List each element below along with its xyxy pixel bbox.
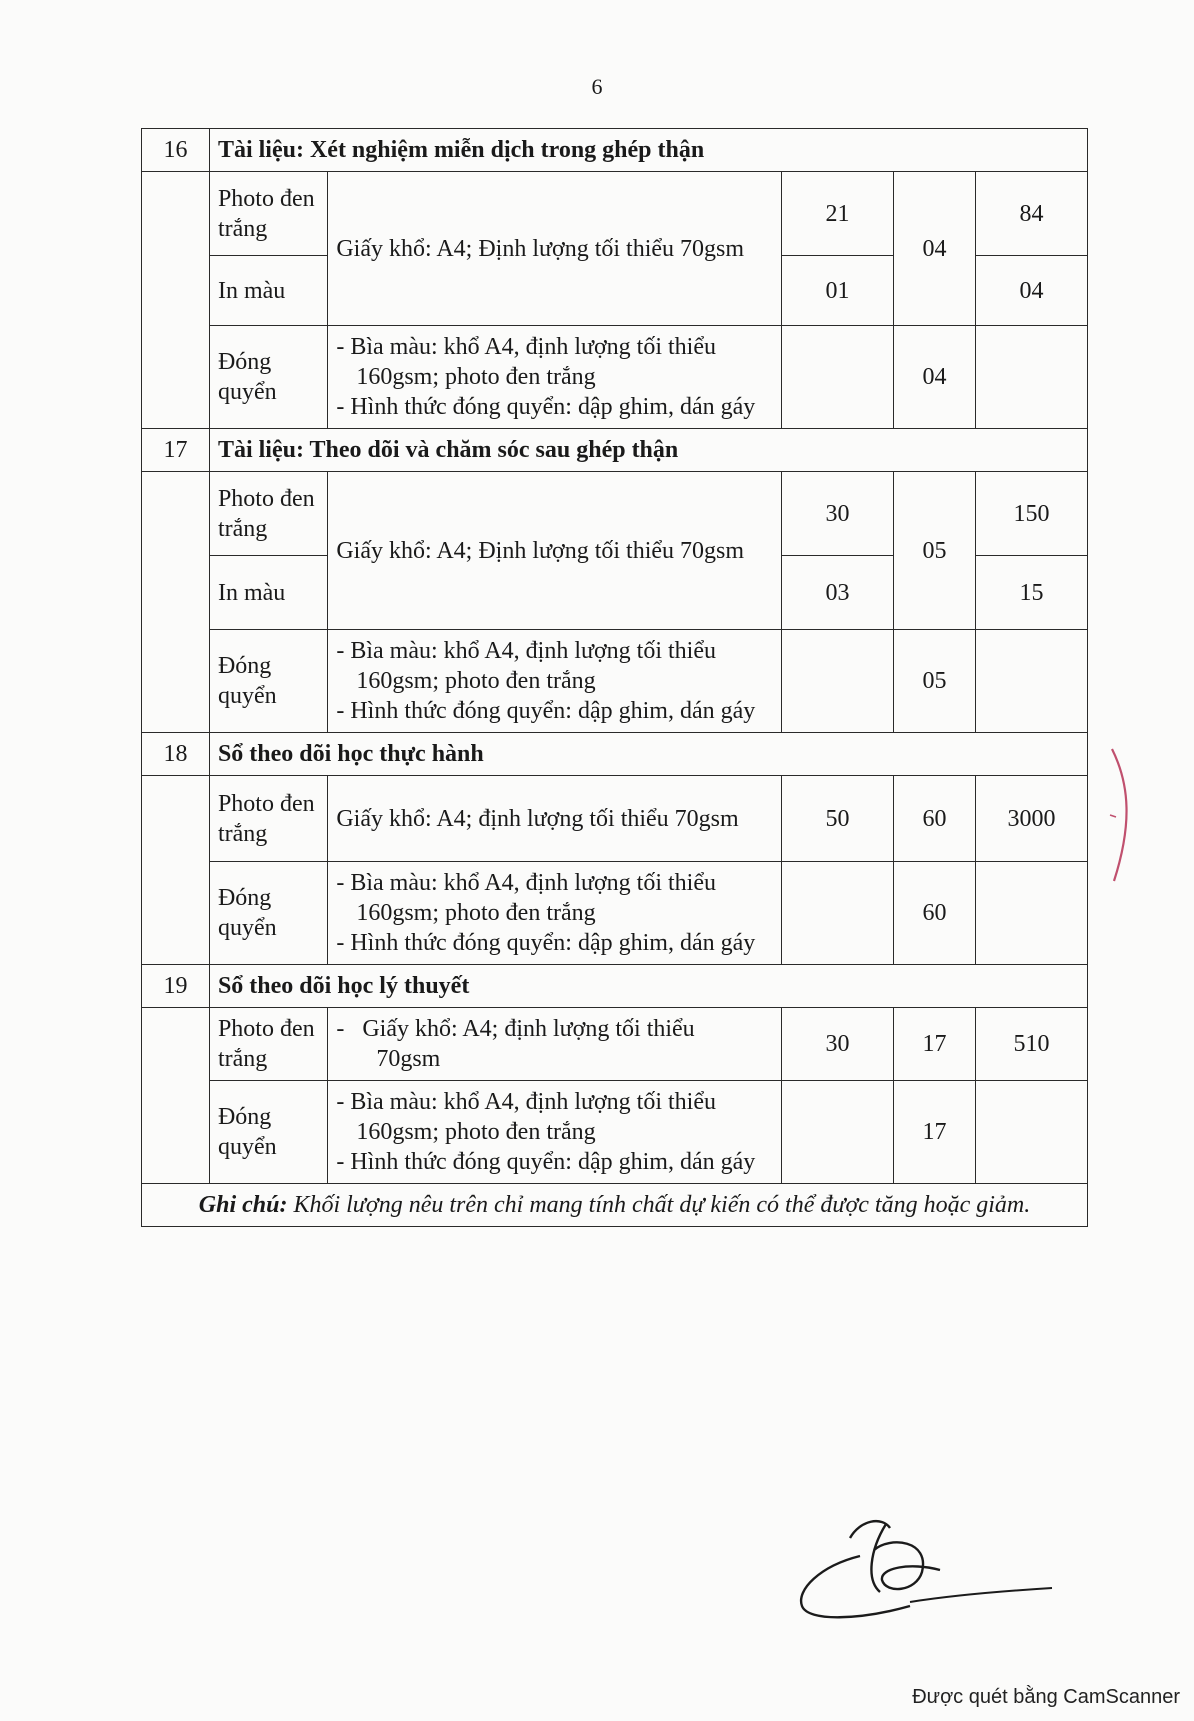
total-count: 84 xyxy=(976,172,1088,256)
section-number: 19 xyxy=(142,965,210,1008)
spec-line: - Hình thức đóng quyển: dập ghim, dán gáy xyxy=(336,930,756,956)
empty-number-cell xyxy=(142,1008,210,1184)
spec-line: 160gsm; photo đen trắng xyxy=(356,364,596,390)
empty-cell xyxy=(976,326,1088,429)
total-count: 150 xyxy=(976,472,1088,556)
spec-line: - Hình thức đóng quyển: dập ghim, dán gáy xyxy=(336,1149,756,1175)
page-count: 21 xyxy=(782,172,894,256)
note xyxy=(142,1184,1088,1227)
empty-cell xyxy=(782,630,894,733)
table-row xyxy=(142,326,1088,429)
total-count: 3000 xyxy=(976,776,1088,862)
spec-line: 70gsm xyxy=(376,1046,441,1072)
page-count: 03 xyxy=(782,556,894,630)
section-title: Tài liệu: Xét nghiệm miễn dịch trong ghép thận xyxy=(209,129,1087,172)
copy-count: 05 xyxy=(893,472,975,630)
total-count: 510 xyxy=(976,1008,1088,1081)
spec-line: 160gsm; photo đen trắng xyxy=(356,668,596,694)
copy-count: 04 xyxy=(893,326,975,429)
binding-label: Đóng quyển xyxy=(209,862,327,965)
binding-label: Đóng quyển xyxy=(209,1081,327,1184)
print-spec xyxy=(328,1008,782,1081)
empty-cell xyxy=(976,1081,1088,1184)
note-label: Ghi chú: xyxy=(198,1192,288,1218)
stamp-edge-mark xyxy=(1108,745,1138,885)
section-header-row xyxy=(142,965,1088,1008)
section-number: 18 xyxy=(142,733,210,776)
spec-line: - Bìa màu: khổ A4, định lượng tối thiểu xyxy=(336,334,717,360)
empty-number-cell xyxy=(142,472,210,733)
copy-count: 60 xyxy=(893,776,975,862)
section-title: Sổ theo dõi học lý thuyết xyxy=(209,965,1087,1008)
page-number: 6 xyxy=(591,74,603,99)
empty-cell xyxy=(782,862,894,965)
table-row xyxy=(142,1081,1088,1184)
table-row xyxy=(142,172,1088,256)
binding-label: Đóng quyển xyxy=(209,326,327,429)
total-count: 15 xyxy=(976,556,1088,630)
note-row xyxy=(142,1184,1088,1227)
binding-label: Đóng quyển xyxy=(209,630,327,733)
print-method: Photo đen trắng xyxy=(209,172,327,256)
print-method: Photo đen trắng xyxy=(209,776,327,862)
copy-count: 17 xyxy=(893,1081,975,1184)
binding-spec xyxy=(328,326,782,429)
total-count: 04 xyxy=(976,256,1088,326)
spec-line: 160gsm; photo đen trắng xyxy=(356,900,596,926)
copy-count: 17 xyxy=(893,1008,975,1081)
empty-number-cell xyxy=(142,172,210,429)
empty-cell xyxy=(782,326,894,429)
spec-line: 160gsm; photo đen trắng xyxy=(356,1119,596,1145)
empty-cell xyxy=(782,1081,894,1184)
print-spec: Giấy khổ: A4; Định lượng tối thiểu 70gsm xyxy=(328,472,782,630)
table-row xyxy=(142,630,1088,733)
section-number: 17 xyxy=(142,429,210,472)
spec-line: - Giấy khổ: A4; định lượng tối thiểu xyxy=(336,1016,695,1042)
empty-cell xyxy=(976,630,1088,733)
table-row xyxy=(142,1008,1088,1081)
page-count: 50 xyxy=(782,776,894,862)
print-method: In màu xyxy=(209,556,327,630)
table-row xyxy=(142,472,1088,556)
spec-line: - Bìa màu: khổ A4, định lượng tối thiểu xyxy=(336,1089,717,1115)
section-header-row xyxy=(142,733,1088,776)
page-count: 01 xyxy=(782,256,894,326)
page-count: 30 xyxy=(782,472,894,556)
spec-line: - Bìa màu: khổ A4, định lượng tối thiểu xyxy=(336,638,717,664)
binding-spec xyxy=(328,1081,782,1184)
print-spec: Giấy khổ: A4; Định lượng tối thiểu 70gsm xyxy=(328,172,782,326)
spec-line: - Bìa màu: khổ A4, định lượng tối thiểu xyxy=(336,870,717,896)
section-number: 16 xyxy=(142,129,210,172)
items-table xyxy=(141,128,1088,1227)
binding-spec xyxy=(328,630,782,733)
print-method: Photo đen trắng xyxy=(209,472,327,556)
copy-count: 04 xyxy=(893,172,975,326)
empty-cell xyxy=(976,862,1088,965)
table-row xyxy=(142,776,1088,862)
section-header-row xyxy=(142,429,1088,472)
copy-count: 60 xyxy=(893,862,975,965)
spec-line: - Hình thức đóng quyển: dập ghim, dán gáy xyxy=(336,698,756,724)
scanner-watermark: Được quét bằng CamScanner xyxy=(912,1686,1180,1708)
section-title: Sổ theo dõi học thực hành xyxy=(209,733,1087,776)
print-spec: Giấy khổ: A4; định lượng tối thiểu 70gsm xyxy=(328,776,782,862)
section-title: Tài liệu: Theo dõi và chăm sóc sau ghép thận xyxy=(209,429,1087,472)
section-header-row xyxy=(142,129,1088,172)
page-count: 30 xyxy=(782,1008,894,1081)
spec-line: - Hình thức đóng quyển: dập ghim, dán gáy xyxy=(336,394,756,420)
signature xyxy=(790,1510,1070,1630)
print-method: In màu xyxy=(209,256,327,326)
empty-number-cell xyxy=(142,776,210,965)
binding-spec xyxy=(328,862,782,965)
table-row xyxy=(142,862,1088,965)
copy-count: 05 xyxy=(893,630,975,733)
note-text: Khối lượng nêu trên chỉ mang tính chất dự kiến có thể được tăng hoặc giảm. xyxy=(287,1192,1031,1218)
print-method: Photo đen trắng xyxy=(209,1008,327,1081)
